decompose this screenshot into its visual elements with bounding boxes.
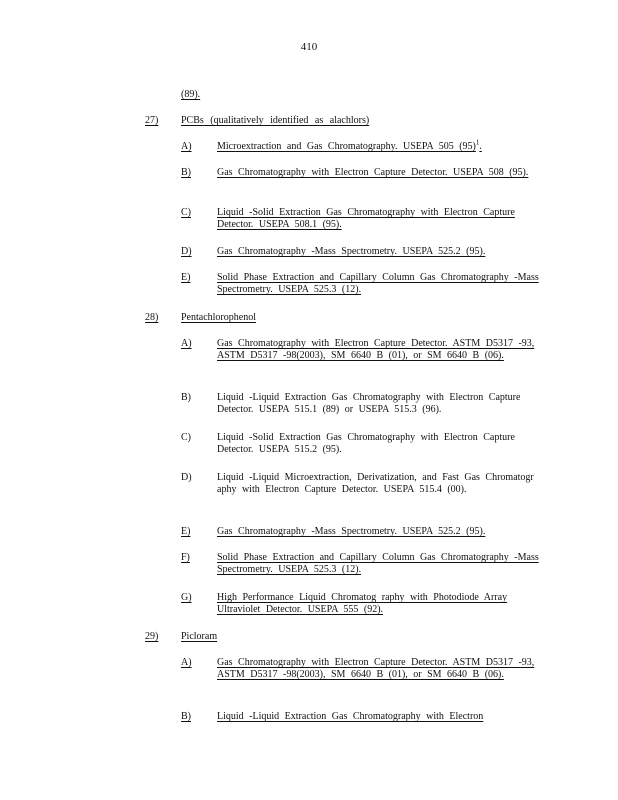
list-item-letter: C) bbox=[181, 207, 191, 218]
list-item-text: Gas Chromatography -Mass Spectrometry. USEPA 525.2 (95). bbox=[217, 246, 486, 257]
section-number: 29) bbox=[145, 631, 159, 642]
list-item-text: Gas Chromatography with Electron Capture Detector. USEPA 508 (95). bbox=[217, 167, 529, 178]
list-item-letter: E) bbox=[181, 272, 191, 283]
list-item-text: Liquid -Liquid Microextraction, Derivatization, and Fast Gas Chromatogr aphy with Electron Capture Detector. USEPA 515.4 (00). bbox=[217, 472, 534, 495]
list-item-text bbox=[217, 138, 542, 153]
list-item-text: Liquid -Liquid Extraction Gas Chromatography with Electron bbox=[217, 711, 484, 722]
page-number: 410 bbox=[300, 41, 318, 53]
section-heading: PCBs (qualitatively identified as alachlors) bbox=[181, 115, 370, 126]
list-item-letter: B) bbox=[181, 711, 191, 722]
list-item-letter: B) bbox=[181, 167, 191, 178]
list-item-letter: F) bbox=[181, 552, 190, 563]
list-item-text: Gas Chromatography -Mass Spectrometry. USEPA 525.2 (95). bbox=[217, 526, 486, 537]
list-item-letter: C) bbox=[181, 432, 191, 443]
list-item-letter: A) bbox=[181, 657, 192, 668]
list-item-text-trail: . bbox=[479, 141, 482, 152]
list-item-letter: G) bbox=[181, 592, 192, 603]
section-heading: Picloram bbox=[181, 631, 218, 642]
list-item-text: Liquid -Solid Extraction Gas Chromatography with Electron Capture Detector. USEPA 515.2 (95). bbox=[217, 432, 515, 455]
list-item-letter: E) bbox=[181, 526, 191, 537]
list-item-text: Liquid -Liquid Extraction Gas Chromatography with Electron Capture Detector. USEPA 515.1 (89) or USEPA 515.3 (96). bbox=[217, 392, 521, 415]
list-item-letter: A) bbox=[181, 338, 192, 349]
footnote-marker: 1 bbox=[475, 138, 480, 147]
list-item-text: Solid Phase Extraction and Capillary Column Gas Chromatography -Mass Spectrometry. USEPA 525.3 (12). bbox=[217, 272, 539, 295]
carry-over-text: (89). bbox=[181, 89, 201, 100]
section-number: 28) bbox=[145, 312, 159, 323]
section-heading: Pentachlorophenol bbox=[181, 312, 256, 323]
list-item-letter: D) bbox=[181, 246, 192, 257]
list-item-text: High Performance Liquid Chromatog raphy with Photodiode Array Ultraviolet Detector. USEPA 555 (92). bbox=[217, 592, 508, 615]
list-item-text: Solid Phase Extraction and Capillary Column Gas Chromatography -Mass Spectrometry. USEPA 525.3 (12). bbox=[217, 552, 539, 575]
list-item-letter: B) bbox=[181, 392, 191, 403]
list-item-text: Liquid -Solid Extraction Gas Chromatography with Electron Capture Detector. USEPA 508.1 (95). bbox=[217, 207, 515, 230]
section-number: 27) bbox=[145, 115, 159, 126]
list-item-text: Gas Chromatography with Electron Capture Detector. ASTM D5317 -93, ASTM D5317 -98(2003), SM 6640 B (01), or SM 6640 B (06). bbox=[217, 338, 535, 361]
list-item-letter: D) bbox=[181, 472, 192, 483]
list-item-text: Gas Chromatography with Electron Capture Detector. ASTM D5317 -93, ASTM D5317 -98(2003), SM 6640 B (01), or SM 6640 B (06). bbox=[217, 657, 535, 680]
list-item-text-main: Microextraction and Gas Chromatography. USEPA 505 (95) bbox=[217, 141, 476, 152]
list-item-letter: A) bbox=[181, 141, 192, 152]
